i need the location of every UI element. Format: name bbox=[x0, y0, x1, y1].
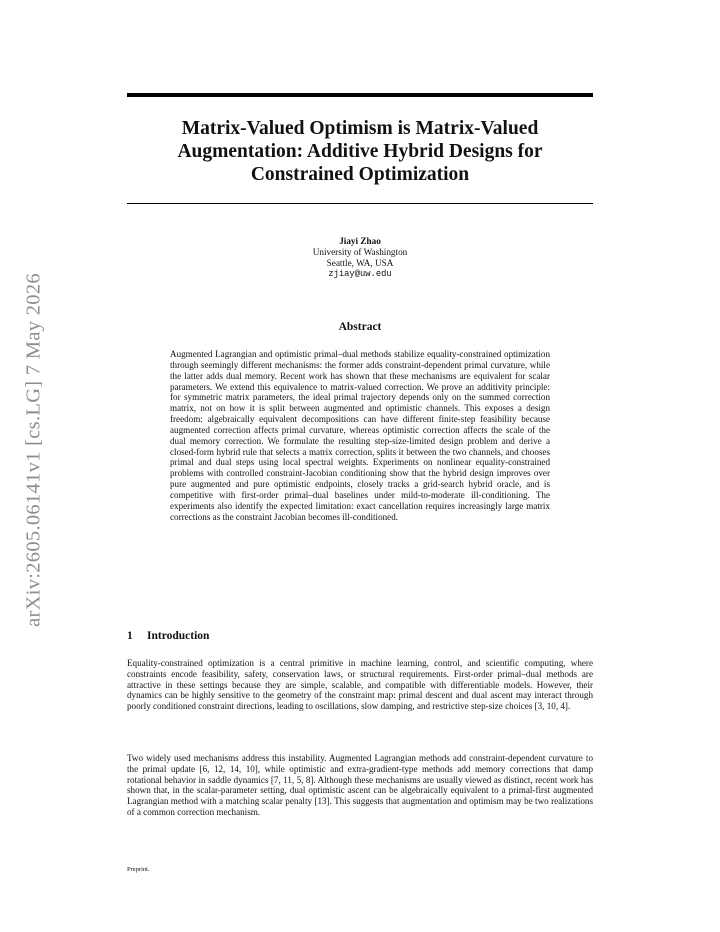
author-name: Jiayi Zhao bbox=[339, 236, 381, 246]
intro-paragraph-2: Two widely used mechanisms address this instability. Augmented Lagrangian methods add constraint-dependent curvature to the primal update [6, 12, 14, 10], while optimistic and extra-gradient-type methods add memory corrections that damp rotational behavior in saddle dynamics [7, 11, 5, 8]. Although these mechanisms are usually viewed as distinct, recent work has shown that, in the scalar-parameter setting, dual optimistic ascent can be algebraically equivalent to a primal-first augmented Lagrangian method with a matching scalar penalty [13]. This suggests that augmentation and optimism may be two realizations of a common correction mechanism. bbox=[127, 753, 593, 817]
preprint-footer: Preprint. bbox=[127, 866, 150, 873]
intro-paragraph-1: Equality-constrained optimization is a central primitive in machine learning, control, and scientific computing, where constraints encode feasibility, safety, conservation laws, or structural requirements. First-order primal–dual methods are attractive in these settings because they are simple, scalable, and compatible with differentiable models. However, their dynamics can be highly sensitive to the geometry of the constraint map: primal descent and dual ascent may interact through poorly conditioned constraint directions, leading to oscillations, slow damping, and restrictive step-size choices [3, 10, 4]. bbox=[127, 658, 593, 711]
author-email[interactable]: zjiay@uw.edu bbox=[328, 269, 392, 279]
section-heading-introduction bbox=[127, 630, 209, 642]
author-affiliation: University of Washington bbox=[312, 247, 408, 257]
section-title: Introduction bbox=[147, 630, 210, 642]
abstract-heading: Abstract bbox=[338, 321, 382, 333]
title-bottom-rule bbox=[127, 203, 593, 204]
title-top-rule bbox=[127, 93, 593, 97]
abstract-text: Augmented Lagrangian and optimistic primal–dual methods stabilize equality-constrained optimization through seemingly different mechanisms: the former adds constraint-dependent primal curvature, while the latter adds dual memory. Recent work has shown that these mechanisms are equivalent for scalar parameters. We extend this equivalence to matrix-valued correction. We prove an additivity principle: for symmetric matrix parameters, the ideal primal trajectory depends only on the summed correction matrix, not on how it is split between augmented and optimistic channels. This exposes a design freedom: algebraically equivalent decompositions can have different finite-step feasibility because augmented correction affects primal curvature, whereas optimistic correction affects the scale of the dual memory correction. We formulate the resulting step-size-limited design problem and derive a closed-form hybrid rule that selects a matrix correction, splits it between the two channels, and chooses primal and dual steps using local spectral weights. Experiments on nonlinear equality-constrained problems with controlled constraint-Jacobian conditioning show that the hybrid design improves over pure augmented and pure optimistic endpoints, closely tracks a grid-search hybrid oracle, and is competitive with first-order primal–dual baselines under mild-to-moderate ill-conditioning. The experiments also identify the expected limitation: exact cancellation requires increasingly large matrix corrections as the constraint Jacobian becomes ill-conditioned. bbox=[170, 349, 550, 522]
paper-title: Matrix-Valued Optimism is Matrix-Valued Augmentation: Additive Hybrid Designs for Constrained Optimization bbox=[177, 118, 543, 185]
author-block bbox=[127, 236, 593, 280]
author-location: Seattle, WA, USA bbox=[326, 258, 394, 268]
section-number: 1 bbox=[127, 630, 133, 642]
arxiv-identifier[interactable]: arXiv:2605.06141v1 [cs.LG] 7 May 2026 bbox=[22, 273, 45, 627]
